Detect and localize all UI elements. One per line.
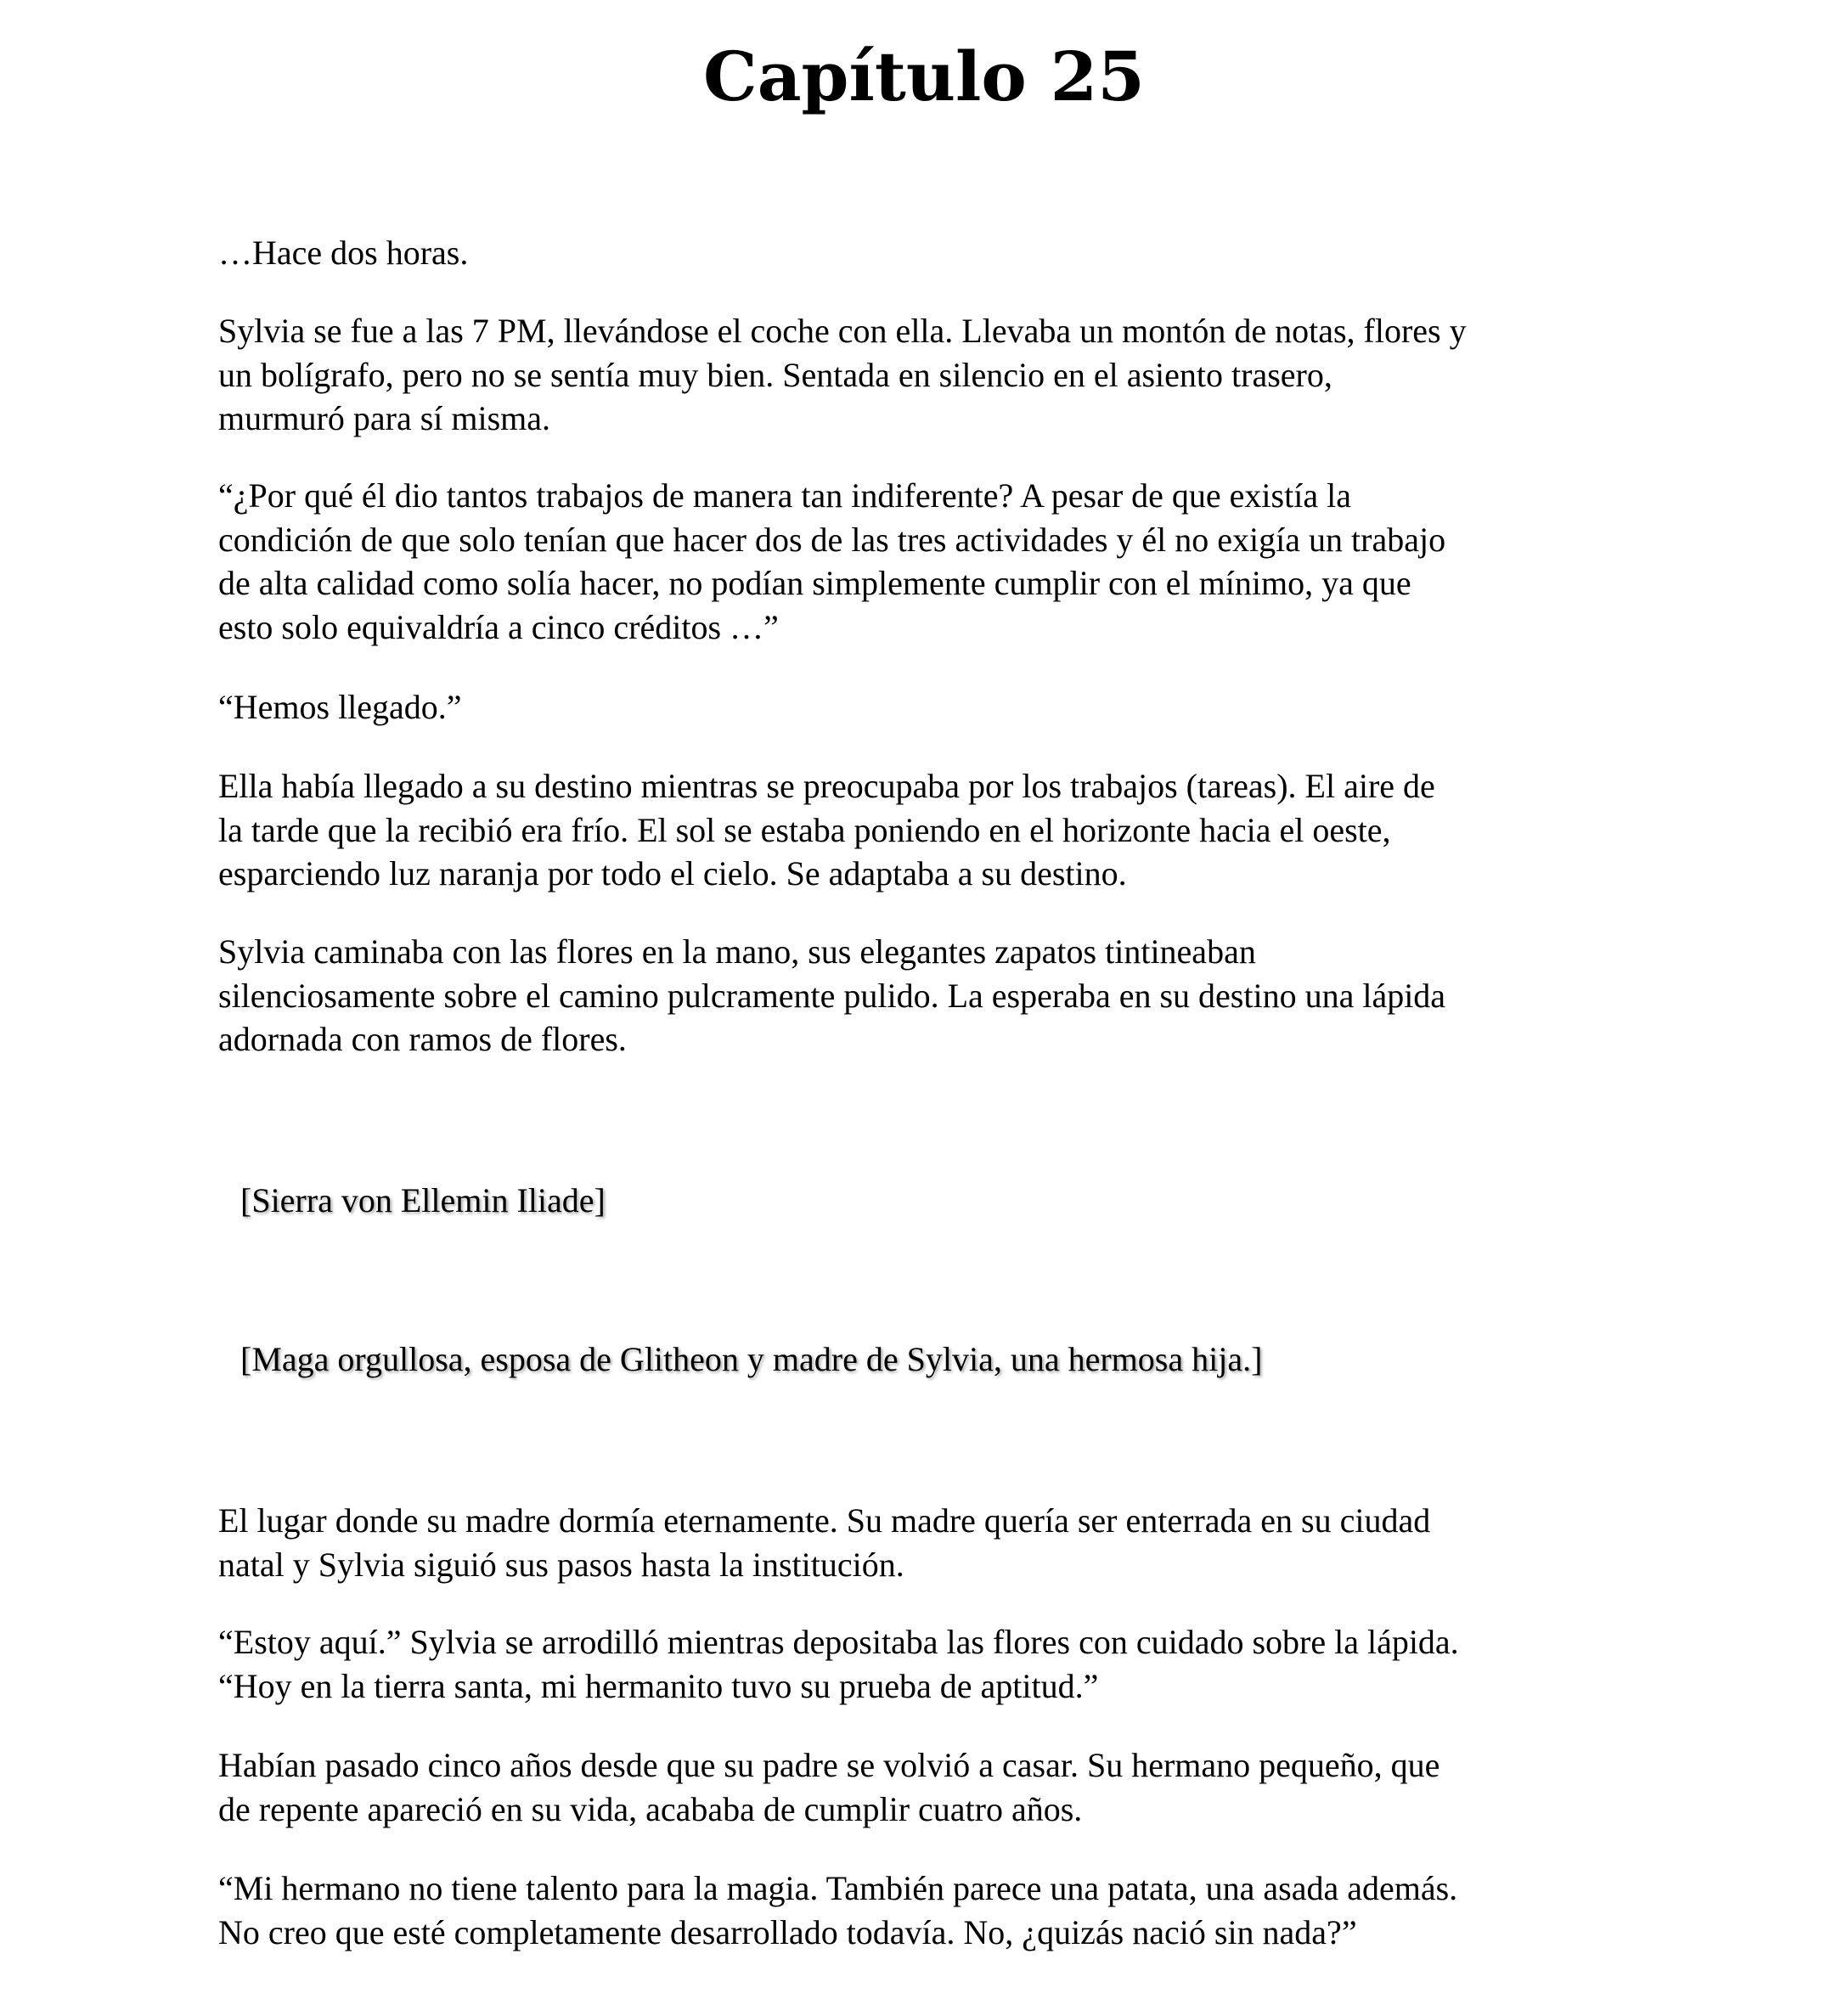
tombstone-epitaph: [Maga orgullosa, esposa de Glitheon y madre de Sylvia, una hermosa hija.] [240, 1340, 1263, 1378]
paragraph-arrival: Ella había llegado a su destino mientras se preocupaba por los trabajos (tareas). El aire de la tarde que la recibió era frío. El sol se estaba poniendo en el horizonte hacia el oeste, esparciendo luz naranja por todo el cielo. Se adaptaba a su destino. [218, 767, 1435, 893]
paragraph-estoy-aqui: “Estoy aquí.” Sylvia se arrodilló mientras depositaba las flores con cuidado sobre la lápida. “Hoy en la tierra santa, mi hermanito tuvo su prueba de aptitud.” [218, 1623, 1459, 1705]
tombstone-name: [Sierra von Ellemin Iliade] [240, 1181, 606, 1219]
paragraph-sylvia-leaves: Sylvia se fue a las 7 PM, llevándose el coche con ella. Llevaba un montón de notas, flores y un bolígrafo, pero no se sentía muy bien. Sentada en silencio en el asiento trasero, murmuró para sí misma. [218, 312, 1467, 437]
paragraph-five-years: Habían pasado cinco años desde que su padre se volvió a casar. Su hermano pequeño, que de repente apareció en su vida, acababa de cumplir cuatro años. [218, 1746, 1440, 1828]
paragraph-hemos-llegado: “Hemos llegado.” [218, 688, 462, 726]
paragraph-resting-place: El lugar donde su madre dormía eternamente. Su madre quería ser enterrada en su ciudad natal y Sylvia siguió sus pasos hasta la institución. [218, 1501, 1431, 1584]
paragraph-sylvia-murmur: “¿Por qué él dio tantos trabajos de manera tan indiferente? A pesar de que existía la condición de que solo tenían que hacer dos de las tres actividades y él no exigía un trabajo de alta calidad como solía hacer, no podían simplemente cumplir con el mínimo, ya que esto solo equivaldría a cinco créditos …” [218, 476, 1446, 646]
paragraph-hace-dos-horas: …Hace dos horas. [218, 234, 469, 272]
paragraph-walking: Sylvia caminaba con las flores en la mano, sus elegantes zapatos tintineaban silenciosamente sobre el camino pulcramente pulido. La esperaba en su destino una lápida adornada con ramos de flores. [218, 932, 1446, 1058]
chapter-title: Capítulo 25 [703, 37, 1145, 116]
paragraph-brother-talent: “Mi hermano no tiene talento para la magia. También parece una patata, una asada además. No creo que esté completamente desarrollado todavía. No, ¿quizás nació sin nada?” [218, 1869, 1458, 1951]
